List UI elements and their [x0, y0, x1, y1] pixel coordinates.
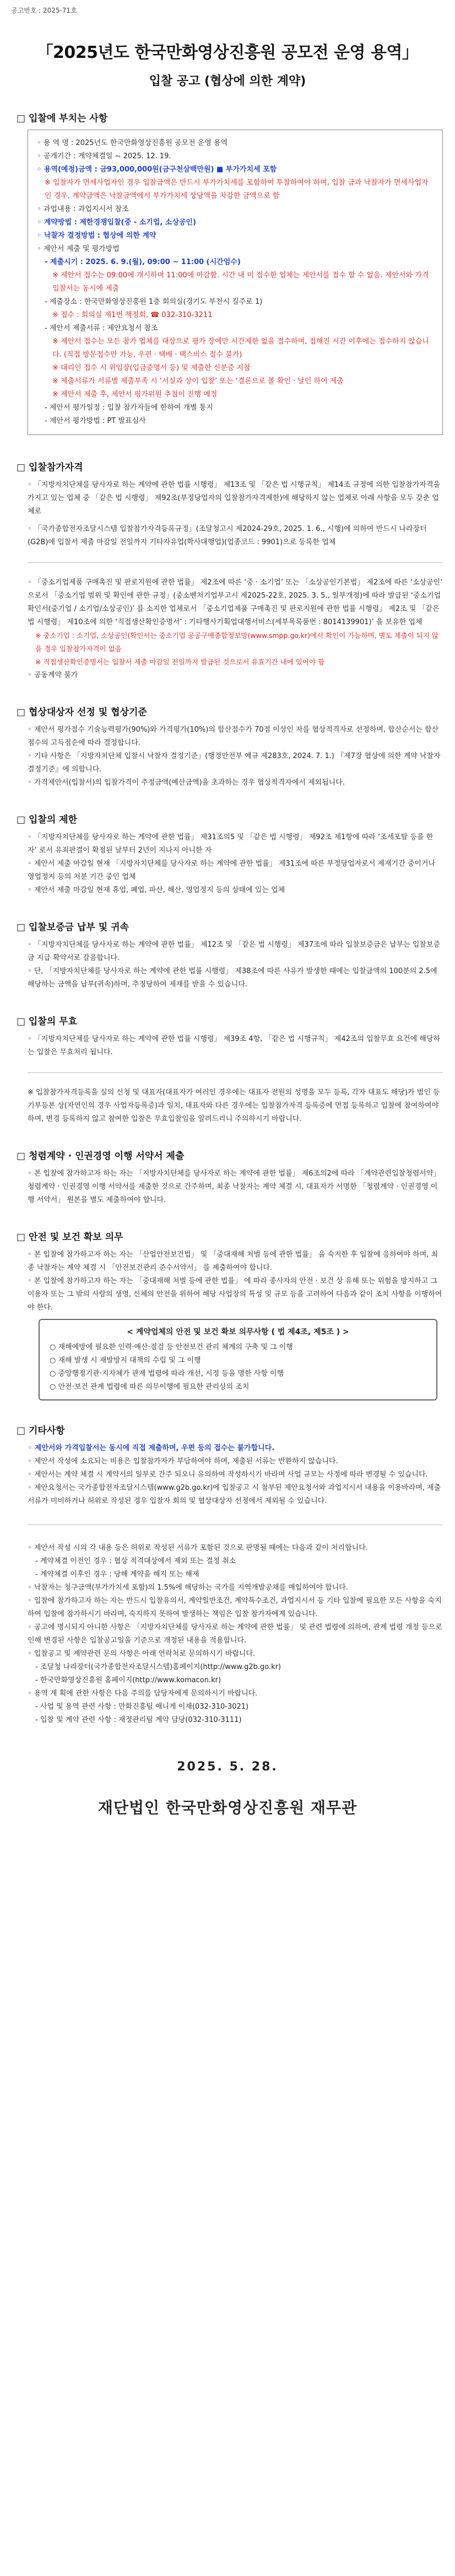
section-body [17, 1033, 443, 1059]
item-proposal-submit: ◦ 제안서 제출 및 평가방법 [37, 243, 434, 256]
eligibility-item: ◦ 「지방자치단체를 당사자로 하는 계약에 관한 법률 시행령」 제13조 및 「같은 법 시행규칙」 제14조 규정에 의한 입찰참가자격을 가지고 있는 업체 중 「같은 법 시행령」 제92조(부정당업자의 입찰참가자격제한)에 해당하지 않는 업체로 아래 사항을 모두 갖춘 업체로 [28, 479, 443, 518]
notice-header [0, 17, 455, 88]
safety-obligations-box [39, 1319, 437, 1400]
misc-item: ◦ 입찰공고 및 계약관련 문의 사항은 아래 연락처로 문의하시기 바랍니다. [28, 1647, 443, 1661]
link-komacon[interactable]: - 한국만화영상진흥원 홈페이지(http://www.komacon.kr) [28, 1674, 443, 1687]
issuer-name: 재단법인 한국만화영상진흥원 재무관 [98, 1799, 358, 1817]
eligibility-note: ※ 직접생산확인증명서는 입찰서 제출 마감일 전일까지 발급된 것으로서 유효기간 내에 있어야 함 [28, 656, 443, 669]
section-title: □ 기타사항 [17, 1423, 443, 1436]
misc-item: ◦ 제안서 작성 시의 각 내용 등은 허위로 작성된 서류가 포함된 것으로 판명될 때에는 다음과 같이 처리합니다. [28, 1542, 443, 1555]
divider [28, 562, 443, 563]
section-safety [0, 1229, 455, 1400]
section-title: □ 입찰의 무효 [17, 1013, 443, 1027]
section-invalid [0, 1013, 455, 1126]
item-submit-time: - 제출시기 : 2025. 6. 9.(월), 09:00 ~ 11:00 (시간엄수) [37, 256, 434, 269]
eligibility-item: ◦ 공동계약 불가 [28, 669, 443, 682]
section-integrity-pledge [0, 1148, 455, 1207]
item-period: ◦ 공개기간 : 계약체결일 ~ 2025. 12. 19. [37, 150, 434, 163]
note-docs: ※ 제출서류가 서류별 제출부족 시 ‘서실과 상이 입찰’ 또는 ‘결론으로 볼 확인 · 날인 하여 제출 [37, 375, 434, 388]
misc-item: ◦ 공고에 명시되지 아니한 사항은 「지방자치단체를 당사자로 하는 계약에 관한 법률」 및 관련 법령에 의하며, 관계 법령 개정 등으로 인해 변경된 사항은 입찰공고일을 기준으로 개정된 내용을 적용합니다. [28, 1621, 443, 1647]
misc-item: ◦ 입찰에 참가하고자 하는 자는 반드시 입찰유의서, 계약일반조건, 계약특수조건, 과업지시서 등 기타 입찰에 필요한 모든 사항을 숙지하여 입찰에 참가하시기 바라며, 숙지하지 못하여 발생하는 책임은 입찰 참가자에게 있습니다. [28, 1595, 443, 1621]
section-misc [0, 1423, 455, 1727]
divider [28, 1072, 443, 1073]
section-body [17, 479, 443, 549]
misc-subitem: - 계약체결 이후인 경우 : 당해 계약을 해지 또는 해제 [28, 1568, 443, 1581]
section-restriction [0, 812, 455, 897]
note-submit-rule: ※ 제안서 접수는 모든 참가 업체를 대상으로 평가 장에만 시간제한 없을 접수하며, 접해진 시간 이후에는 접수하지 않습니다. (직접 방문접수만 가능, 우편 · 택배 · 팩스비스 접수 불가) [37, 335, 434, 362]
negotiation-item: ◦ 기타 사항은 「지방자치단체 입찰시 낙찰자 결정기준」(행정안전부 예규 제283호, 2024. 7. 1.) 『제7장 협상에 의한 계약 낙찰자 결정기준』에 의합니다. [28, 750, 443, 776]
notice-number: 공고번호 : 2025-71호 [11, 7, 77, 14]
item-award-method: ◦ 낙찰자 결정방법 : 협상에 의한 계약 [37, 229, 434, 243]
misc-subitem: - 계약체결 이전인 경우 : 협상 적격대상에서 제외 또는 결정 취소 [28, 1555, 443, 1568]
eligibility-item: ◦ 「중소기업제품 구매촉진 및 판로지원에 관한 법률」 제2조에 따른 ‘중 · 소기업’ 또는 「소상공인기본법」 제2조에 따른 ‘소상공인’ 으로서 「중소기업 범위 및 확인에 관한 규정」(중소벤처기업부고시 제2025-22호, 2025. 3. 5., 일부개정)에 따라 발급된 ‘중소기업확인서(중기업 / 소기업/소상공인)’ 를 소지한 업체로서 「중소기업제품 구매촉진 및 판로지원에 관한 법률 시행령」 제2조 및 「같은 법 시행령」 제10조에 의한 ‘직접생산확인증명서’ : 기타행사기획업대행서비스(세부목록품번 : 8014139901)’ 을 보유한 업체 [28, 576, 443, 629]
deposit-item: ◦ 단, 「지방자치단체를 당사자로 하는 계약에 관한 법률 시행령」 제38조에 따른 사유가 발생한 때에는 입찰금액의 100분의 2.5에 해당하는 금액을 납부(귀속)하며, 추징당하여 제재를 받을 수 있습니다. [28, 965, 443, 991]
section-body [17, 938, 443, 991]
negotiation-item: ◦ 가격제안서(입찰서)의 입찰가격이 추정금액(예산금액)을 초과하는 경우 협상적격자에서 제외됩니다. [28, 776, 443, 790]
safety-obligation: ○ 재해 발생 시 재발방지 대책의 수립 및 그 이행 [50, 1354, 426, 1367]
item-budget: ◦ 용역(예정)금액 : 금93,000,000원(금구천삼백만원) ■ 부가가치세 포함 [37, 163, 434, 176]
safety-obligation: ○ 안전·보건 관계 법령에 따른 의무이행에 필요한 관리상의 조치 [50, 1381, 426, 1394]
section-title: □ 협상대상자 선정 및 협상기준 [17, 704, 443, 718]
section-title: □ 입찰참가자격 [17, 459, 443, 473]
note-evaluator: ※ 제안서 제출 후, 제안서 평가위원 추첨이 진행 예정 [37, 388, 434, 401]
section-eligibility [0, 459, 455, 682]
section-box [28, 130, 443, 435]
item-submit-place: - 제출장소 : 한국만화영상진흥원 1층 회의실(경기도 부천시 길주로 1) [37, 296, 434, 309]
section-title: □ 청렴계약 · 인권경영 이행 서약서 제출 [17, 1148, 443, 1162]
page-subtitle: 입찰 공고 (협상에 의한 계약) [149, 74, 306, 88]
misc-item: ◦ 낙찰자는 청구금액(부가가치세 포함)의 1.5%에 해당하는 국가를 지역개발공채를 매입하여야 합니다. [28, 1581, 443, 1595]
section-body [17, 1542, 443, 1727]
item-contract-method: ◦ 계약방법 : 제한경쟁입찰(중 - 소기업, 소상공인) [37, 216, 434, 229]
section-bid-items [0, 110, 455, 435]
item-scope: ◦ 과업내용 : 과업지시서 참조 [37, 203, 434, 216]
restriction-item: ◦ 제안서 제출 마감일 현재 휴업, 폐업, 파산, 해산, 영업정지 등의 상태에 있는 업체 [28, 884, 443, 897]
safety-item: ◦ 본 입찰에 참가하고자 하는 자는 「중대재해 처벌 등에 관한 법률」 에 따라 종사자의 안전 · 보건 상 유해 또는 위험을 방지하고 그 이용자 또는 그 밖의 사람의 생명, 신체의 안전을 위하여 해당 사업장의 특성 및 규모 등을 고려하여 다음과 같이 조치 사항을 이행하여야 한다. [28, 1275, 443, 1314]
item-eval-schedule: - 제안서 평가일정 : 입찰 참가자들에 한하여 개별 통지 [37, 401, 434, 415]
contact-project: - 사업 및 용역 관련 사항 : 만화진흥팀 애니게 이재(032-310-3021) [28, 1700, 443, 1714]
note-contact: ※ 접수 : 회의실 제1번 책정회, ☎ 032-310-3211 [37, 309, 434, 322]
section-body [17, 1086, 443, 1126]
eligibility-note: ※ 중소기업 : 소기업, 소상공인(확인서는 중소기업 공공구매종합정보망(www.smpp.go.kr)에서 확인이 가능하며, 별도 제출이 되지 않을 경우 입찰참가자격이 없음 [28, 629, 443, 656]
safety-obligation: ○ 중앙행정기관·지자체가 관계 법령에 따라 개선, 시정 등을 명한 사항 이행 [50, 1367, 426, 1381]
section-negotiation [0, 704, 455, 790]
link-g2b[interactable]: - 조달청 나라장터(국가종합전자조달시스템)홈페이지(http://www.g2b.go.kr) [28, 1661, 443, 1674]
section-body [17, 576, 443, 682]
misc-item: ◦ 제안서는 계약 체결 시 계약서의 일부로 간주 되오니 유의하여 작성하시기 바라며 사업 규모는 사정에 따라 변경될 수 있습니다. [28, 1468, 443, 1482]
contact-contract: - 입찰 및 계약 관련 사항 : 재정관리팀 계약 담당(032-310-3111) [28, 1714, 443, 1727]
section-body [17, 1167, 443, 1207]
section-title: □ 입찰보증금 납부 및 귀속 [17, 919, 443, 933]
section-title: □ 입찰에 부치는 사항 [17, 110, 443, 124]
invalid-item: ◦ 「지방자치단체를 당사자로 하는 계약에 관한 법률 시행령」 제39조 4항, 「같은 법 시행규칙」 제42조의 입찰무효 요건에 해당하는 입찰은 무효처리 됩니다. [28, 1033, 443, 1059]
misc-item: ◦ 제안서 작성에 소요되는 비용은 입찰참가자가 부담하여야 하며, 제출된 서류는 반환하지 않습니다. [28, 1455, 443, 1468]
note-submit-time: ※ 제안서 접수는 09:00에 개시하며 11:00에 마감함. 시간 내 미 접수한 업체는 제안서를 접수 할 수 없음. 제안서와 가격입찰서는 동시에 제출 [37, 269, 434, 296]
section-body [17, 1442, 443, 1508]
page-title: 「2025년도 한국만화영상진흥원 공모전 운영 용역」 [36, 43, 419, 62]
section-body [17, 831, 443, 897]
section-title: □ 입찰의 제한 [17, 812, 443, 825]
invalid-note: ※ 입찰참가자격등록을 실의 신청 및 대표자(대표자가 여러인 경우에는 대표자 전원의 성명을 모두 등록, 각자 대표도 해당)가 범인 등기부등본 상(자연인의 경우 사업자등록증)과 일치, 대표자와 다른 경우에는 입찰참가자격 등록증에 면접 등록하고 입찰에 참여하여야 하며, 변경 등록하지 않고 참여한 입찰은 무효입찰임을 알려드리니 주의하시기 바랍니다. [28, 1086, 443, 1126]
safety-obligation: ○ 재해예방에 필요한 인력·예산·점검 등 안전보건 관리 체계의 구축 및 그 이행 [50, 1341, 426, 1354]
section-body [17, 723, 443, 790]
misc-item: ◦ 제안요청서는 국가종합전자조달시스템(www.g2b.go.kr)에 입찰공고 시 첨부된 제안요청서와 과업지시서 내용을 이용바라며, 제출서류가 미비하거나 허위로 작성된 경우 입찰자 회의 및 협상대상자 선정에서 제외될 수 있습니다. [28, 1482, 443, 1508]
misc-item: ◦ 용역 계 획에 관한 사항은 다음 주의를 담당자에게 문의하시기 바랍니다. [28, 1687, 443, 1700]
restriction-item: ◦ 「지방자치단체를 당사자로 하는 계약에 관한 법률」 제31조의5 및 「같은 법 시행령」 제92조 제1항에 따라 ‘조세포탈 등을 한 자’ 로서 유죄판결이 확정된 날부터 2년이 지나지 아니한 자 [28, 831, 443, 857]
item-submit-docs: - 제안서 제출서류 : 제안요청서 참조 [37, 322, 434, 335]
negotiation-item: ◦ 제안서 평가점수 기술능력평가(90%)와 가격평가(10%)의 합산점수가 70점 이상인 자를 협상적격자로 선정하며, 합산순서는 합산점수의 고득점순에 따라 결정합니다. [28, 723, 443, 750]
item-eval-method: - 제안서 평가방법 : PT 발표심사 [37, 415, 434, 428]
integrity-item: ◦ 본 입찰에 참가하고자 하는 자는 「지방자치단체를 당사자로 하는 계약에 관한 법률」 제6조의2에 따라 「계약관련입찰청렴서약」 청렴계약 · 인권경영 이행 서약서를 제출한 것으로 간주하며, 최종 낙찰자는 계약 체결 시, 대표자가 서명한 「청렴계약 · 인권경영 이행 서약서」 원본을 별도 제출하여야 합니다. [28, 1167, 443, 1207]
section-body [17, 1248, 443, 1314]
eligibility-item: ◦ 「국가종합전자조달시스템 입찰참가자격등록규정」(조달청고시 제2024-29호, 2025. 1. 6., 시행)에 의하여 반드시 나라장터(G2B)에 입찰서 제출 마감일 전일까지 기타자유업(학사대행업)(업종코드 : 9901)으로 등록한 업체 [28, 523, 443, 549]
restriction-item: ◦ 제안서 제출 마감일 현재 「지방자치단체를 당사자로 하는 계약에 관한 법률」 제31조에 따른 부정당업자로서 제재기간 중이거나 영업정지 등의 처분 기간 중인 업체 [28, 857, 443, 884]
section-title: □ 안전 및 보건 확보 의무 [17, 1229, 443, 1243]
section-deposit [0, 919, 455, 991]
misc-item: ◦ 제안서와 가격입찰서는 동시에 직접 제출하며, 우편 등의 접수는 불가합니다. [28, 1442, 443, 1455]
note-proxy: ※ 대리인 접수 시 위임장(입금증명서 등) 및 제출한 신분증 지참 [37, 362, 434, 375]
safety-box-title: < 계약업체의 안전 및 보건 확보 의무사항 ( 법 제4조, 제5조 ) > [127, 1328, 349, 1337]
note-vat: ※ 입찰자가 면세사업자인 경우 입찰금액은 반드시 부가가치세를 포함하여 투찰하여야 하며, 입찰 금과 낙찰자가 면세사업자인 경우, 계약금액은 낙찰금액에서 부가가치세 상당액을 차감한 금액으로 함 [37, 176, 434, 203]
safety-item: ◦ 본 입찰에 참가하고자 하는 자는 「산업안전보건법」 및 「중대재해 처벌 등에 관한 법률」 을 숙지한 후 입찰에 응하여야 하며, 최종 낙찰자는 계약 체결 시 「안전보건관리 준수서약서」 를 제출하여야 합니다. [28, 1248, 443, 1275]
item-service-name: ◦ 용 역 명 : 2025년도 한국만화영상진흥원 공모전 운영 용역 [37, 137, 434, 150]
notice-date: 2025. 5. 28. [177, 1760, 278, 1774]
deposit-item: ◦ 「지방자치단체를 당사자로 하는 계약에 관한 법률」 제12조 및 「같은 법 시행령」 제37조에 따라 입찰보증금은 납부는 입찰보증금 지급 확약서로 갈음합니다. [28, 938, 443, 965]
